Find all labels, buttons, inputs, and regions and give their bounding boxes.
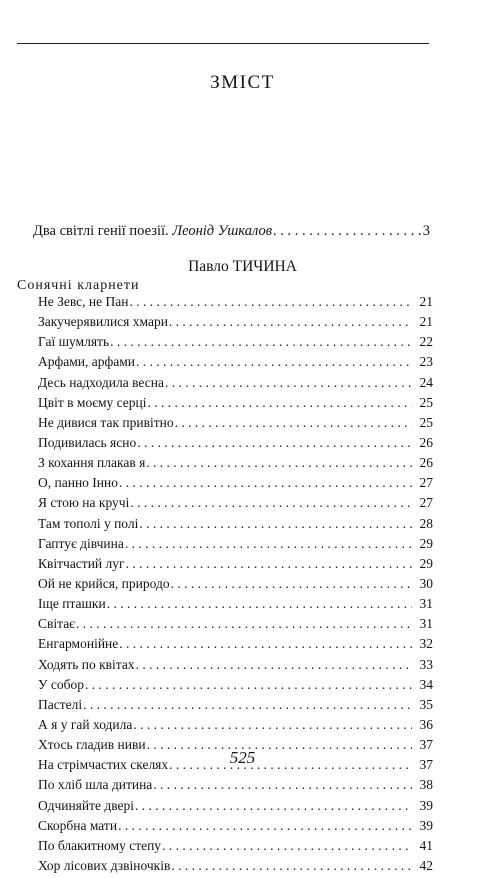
toc-entry: [38, 818, 433, 838]
toc-entry: [38, 798, 433, 818]
toc-entry: [38, 697, 433, 717]
toc-entry-page: 39: [419, 797, 433, 813]
toc-entry-page: 31: [419, 596, 433, 612]
toc-entry: [38, 314, 433, 334]
toc-entry-title: Арфами, арфами: [38, 354, 136, 370]
toc-entry-page: 27: [419, 495, 433, 511]
intro-page: 3: [422, 223, 430, 239]
toc-entry-page: 31: [419, 616, 433, 632]
toc-entry-intro: [33, 223, 430, 240]
toc-entry-page: 23: [419, 354, 433, 370]
dot-leader: [129, 294, 412, 310]
toc-entry-title: Десь надходила весна: [38, 374, 164, 390]
toc-entry: [38, 858, 433, 878]
toc-entry-page: 26: [419, 455, 433, 471]
toc-entry: [38, 636, 433, 656]
toc-entry-page: 21: [419, 314, 433, 330]
dot-leader: [165, 375, 412, 391]
toc-entry-title: Цвіт в моєму серці: [38, 394, 147, 410]
toc-entry: [38, 576, 433, 596]
dot-leader: [119, 475, 412, 491]
page-title: ЗМІСТ: [210, 72, 275, 93]
page-number: 525: [229, 748, 256, 767]
toc-entry: [38, 334, 433, 354]
toc-entry-title: З кохання плакав я: [38, 455, 146, 471]
toc-entry-title: Не дивися так привітно: [38, 414, 174, 430]
dot-leader: [119, 636, 412, 652]
toc-entry-page: 39: [419, 817, 433, 833]
toc-entry: [38, 455, 433, 475]
toc-entry-title: Я стою на кручі: [38, 495, 130, 511]
dot-leader: [137, 435, 412, 451]
dot-leader: [171, 858, 412, 874]
toc-entry-page: 42: [419, 857, 433, 873]
toc-entry-title: Енгармонійне: [38, 636, 119, 652]
toc-entry-page: 29: [419, 535, 433, 551]
dot-leader: [118, 818, 412, 834]
toc-entry: [38, 375, 433, 395]
dot-leader: [139, 516, 412, 532]
toc-entry-page: 38: [419, 777, 433, 793]
dot-leader: [171, 576, 412, 592]
toc-entry-page: 25: [419, 394, 433, 410]
dot-leader: [107, 596, 412, 612]
toc-entry-page: 41: [419, 837, 433, 853]
dot-leader: [273, 223, 422, 240]
toc-entry-title: У собор: [38, 676, 85, 692]
toc-entry: [38, 657, 433, 677]
dot-leader: [162, 838, 412, 854]
dot-leader: [83, 697, 412, 713]
toc-entry-page: 32: [419, 636, 433, 652]
toc-entry: [38, 777, 433, 797]
toc-entry-page: 34: [419, 676, 433, 692]
toc-entry-title: Гаї шумлять: [38, 334, 110, 350]
toc-entry-title: Квітчастий луг: [38, 555, 125, 571]
dot-leader: [126, 556, 412, 572]
dot-leader: [76, 616, 412, 632]
toc-entry-title: По хліб шла дитина: [38, 777, 153, 793]
dot-leader: [85, 677, 412, 693]
toc-entry-page: 35: [419, 696, 433, 712]
dot-leader: [130, 495, 412, 511]
toc-entry-title: А я у гай ходила: [38, 716, 133, 732]
toc-entry-page: 37: [419, 737, 433, 753]
toc-entry-page: 24: [419, 374, 433, 390]
intro-title: Два світлі генії поезії.: [33, 223, 169, 239]
header-rule: [17, 43, 429, 44]
toc-entry: [38, 596, 433, 616]
cycle-title: Сонячні кларнети: [17, 278, 140, 293]
dot-leader: [148, 395, 412, 411]
dot-leader: [175, 415, 412, 431]
toc-entry-page: 26: [419, 434, 433, 450]
toc-entry-title: Іще пташки: [38, 596, 106, 612]
dot-leader: [146, 455, 412, 471]
toc-entry-title: Пастелі: [38, 696, 83, 712]
toc-entry-title: Закучерявилися хмари: [38, 314, 168, 330]
dot-leader: [153, 777, 412, 793]
toc-entry-title: Хтось гладив ниви: [38, 737, 146, 753]
toc-entry-title: Не Зевс, не Пан: [38, 294, 129, 309]
toc-entry: [38, 677, 433, 697]
toc-entry-page: 29: [419, 555, 433, 571]
toc-entry-title: Гаптує дівчина: [38, 535, 124, 551]
toc-entry-page: 33: [419, 656, 433, 672]
toc-entry-page: 36: [419, 716, 433, 732]
toc-entry: [38, 435, 433, 455]
toc-entry-page: 25: [419, 414, 433, 430]
section-heading: Павло ТИЧИНА: [188, 258, 297, 275]
toc-entry-page: 21: [419, 294, 433, 309]
toc-entry: [38, 838, 433, 858]
toc-entry: [38, 354, 433, 374]
toc-entry-title: Скорбна мати: [38, 817, 118, 833]
toc-entry: [38, 556, 433, 576]
toc-entry-title: По блакитному степу: [38, 837, 162, 853]
toc-entry-page: 22: [419, 334, 433, 350]
toc-entry-title: Ой не крийся, природо: [38, 575, 170, 591]
toc-entry: [38, 536, 433, 556]
toc-entry-title: На стрімчастих скелях: [38, 757, 169, 773]
dot-leader: [169, 314, 412, 330]
toc-entry: [38, 495, 433, 515]
toc-entry-title: Одчиняйте двері: [38, 797, 135, 813]
toc-entry-page: 30: [419, 575, 433, 591]
dot-leader: [125, 536, 412, 552]
toc-entry-page: 37: [419, 757, 433, 773]
toc-entry: [38, 516, 433, 536]
toc-entry-title: Світає: [38, 616, 75, 632]
toc-entry: [38, 475, 433, 495]
toc-entry-title: Там тополі у полі: [38, 515, 139, 531]
toc-list: [38, 294, 433, 878]
toc-entry-page: 28: [419, 515, 433, 531]
toc-entry: [38, 415, 433, 435]
dot-leader: [136, 354, 412, 370]
toc-entry: [38, 616, 433, 636]
dot-leader: [110, 334, 412, 350]
toc-entry: [38, 717, 433, 737]
intro-author: Леонід Ушкалов: [172, 223, 272, 239]
toc-entry-title: Подивилась ясно: [38, 434, 137, 450]
toc-entry-page: 27: [419, 475, 433, 491]
toc-entry: [38, 294, 433, 314]
dot-leader: [133, 717, 412, 733]
toc-entry-title: Хор лісових дзвіночків: [38, 857, 171, 873]
toc-entry-title: Ходять по квітах: [38, 656, 135, 672]
toc-entry: [38, 395, 433, 415]
dot-leader: [136, 657, 412, 673]
toc-entry-title: О, панно Інно: [38, 475, 118, 491]
